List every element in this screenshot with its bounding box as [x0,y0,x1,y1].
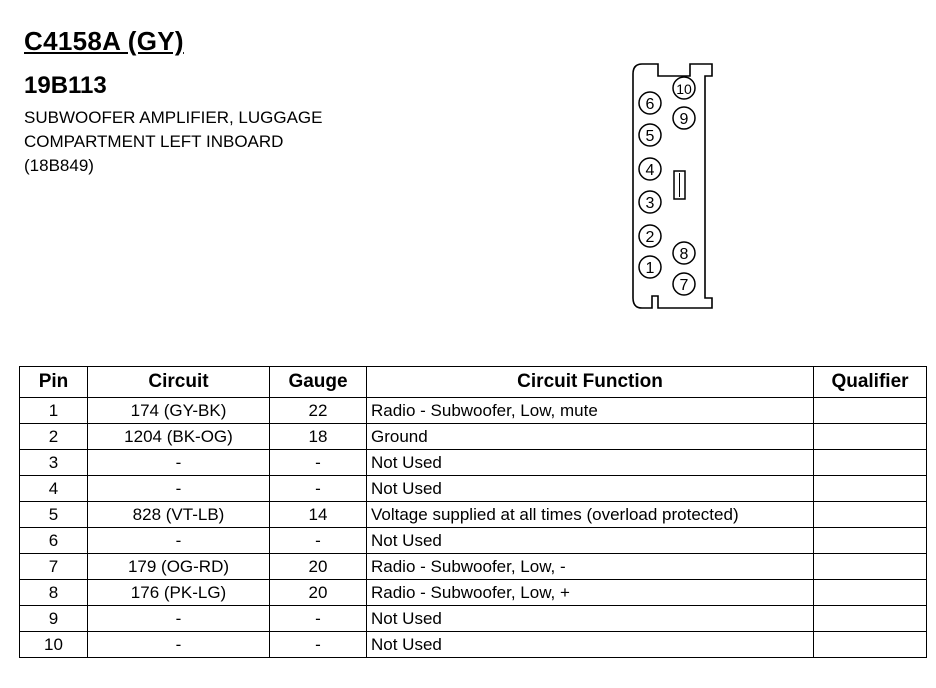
cell-gauge: - [270,476,367,502]
column-header-gauge: Gauge [270,367,367,398]
pin-7 [673,273,695,295]
svg-text:10: 10 [676,81,692,97]
table-row [20,554,927,580]
cell-qualifier [814,606,927,632]
cell-qualifier [814,476,927,502]
cell-gauge: 18 [270,424,367,450]
description-line: (18B849) [24,156,94,175]
table-row [20,606,927,632]
pin-1 [639,256,661,278]
cell-pin: 8 [20,580,88,606]
cell-qualifier [814,424,927,450]
cell-gauge: - [270,632,367,658]
description-line: SUBWOOFER AMPLIFIER, LUGGAGE [24,108,323,127]
cell-function: Not Used [367,528,814,554]
table-row [20,528,927,554]
table-row [20,632,927,658]
cell-pin: 4 [20,476,88,502]
cell-circuit: - [88,528,270,554]
cell-pin: 5 [20,502,88,528]
cell-qualifier [814,580,927,606]
cell-pin: 1 [20,398,88,424]
cell-circuit: - [88,606,270,632]
pin-5 [639,124,661,146]
pin-6 [639,92,661,114]
connector-id-title: C4158A (GY) [24,26,184,56]
description-line: COMPARTMENT LEFT INBOARD [24,132,284,151]
cell-gauge: 14 [270,502,367,528]
component-description [24,106,444,178]
cell-gauge: - [270,450,367,476]
cell-circuit: - [88,632,270,658]
cell-function: Not Used [367,606,814,632]
pin-9 [673,107,695,129]
connector-face-diagram [628,60,720,315]
table-row [20,580,927,606]
svg-text:8: 8 [679,246,689,263]
svg-text:2: 2 [645,229,655,246]
cell-circuit: 174 (GY-BK) [88,398,270,424]
cell-qualifier [814,398,927,424]
table-row [20,424,927,450]
cell-pin: 2 [20,424,88,450]
cell-function: Ground [367,424,814,450]
cell-gauge: 20 [270,554,367,580]
column-header-circuit: Circuit [88,367,270,398]
cell-pin: 10 [20,632,88,658]
cell-circuit: 176 (PK-LG) [88,580,270,606]
cell-pin: 9 [20,606,88,632]
cell-qualifier [814,502,927,528]
svg-text:5: 5 [645,128,655,145]
cell-circuit: - [88,450,270,476]
cell-function: Radio - Subwoofer, Low, - [367,554,814,580]
pin-10 [673,77,695,99]
cell-function: Radio - Subwoofer, Low, + [367,580,814,606]
svg-text:1: 1 [645,260,655,277]
column-header-circuit-function: Circuit Function [367,367,814,398]
table-row [20,450,927,476]
cell-function: Not Used [367,632,814,658]
pin-2 [639,225,661,247]
pinout-table [19,366,927,658]
cell-function: Voltage supplied at all times (overload protected) [367,502,814,528]
svg-text:4: 4 [645,162,655,179]
cell-gauge: 22 [270,398,367,424]
pin-4 [639,158,661,180]
svg-text:3: 3 [645,195,655,212]
cell-circuit: - [88,476,270,502]
cell-pin: 3 [20,450,88,476]
cell-circuit: 828 (VT-LB) [88,502,270,528]
cell-gauge: - [270,528,367,554]
column-header-pin: Pin [20,367,88,398]
cell-qualifier [814,632,927,658]
cell-pin: 7 [20,554,88,580]
pin-3 [639,191,661,213]
cell-pin: 6 [20,528,88,554]
table-header-row [20,367,927,398]
table-row [20,398,927,424]
cell-gauge: - [270,606,367,632]
cell-gauge: 20 [270,580,367,606]
svg-text:9: 9 [679,111,689,128]
svg-text:7: 7 [679,277,689,294]
cell-circuit: 179 (OG-RD) [88,554,270,580]
cell-function: Not Used [367,450,814,476]
svg-text:6: 6 [645,96,655,113]
cell-qualifier [814,528,927,554]
column-header-qualifier: Qualifier [814,367,927,398]
component-number: 19B113 [24,72,107,99]
cell-function: Radio - Subwoofer, Low, mute [367,398,814,424]
table-row [20,476,927,502]
pin-8 [673,242,695,264]
cell-function: Not Used [367,476,814,502]
cell-circuit: 1204 (BK-OG) [88,424,270,450]
cell-qualifier [814,554,927,580]
table-row [20,502,927,528]
cell-qualifier [814,450,927,476]
